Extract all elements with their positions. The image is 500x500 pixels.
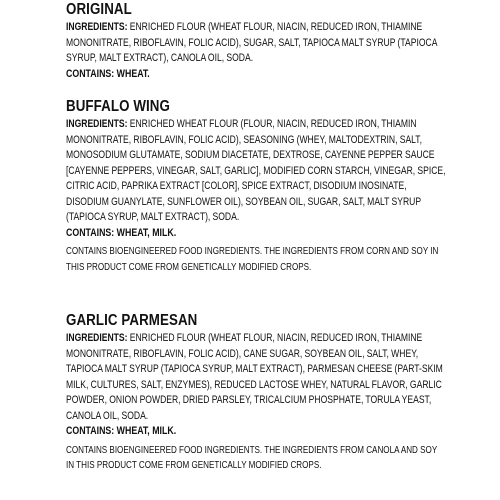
bioengineered-note-garlic-parmesan: CONTAINS BIOENGINEERED FOOD INGREDIENTS. THE INGREDIENTS FROM CANOLA AND SOY IN THIS PRODUCT COME FROM GENETICALLY MODIFIED CROPS.: [66, 443, 438, 471]
section-title-buffalo-wing: BUFFALO WING: [66, 98, 170, 115]
section-title-original: ORIGINAL: [66, 1, 132, 18]
ingredients-document: [66, 0, 446, 500]
section-original: [66, 0, 446, 82]
bioengineered-note-buffalo-wing: CONTAINS BIOENGINEERED FOOD INGREDIENTS. THE INGREDIENTS FROM CORN AND SOY IN THIS PRODUCT COME FROM GENETICALLY MODIFIED CROPS.: [66, 245, 439, 273]
ingredients-text-buffalo-wing: ENRICHED WHEAT FLOUR (FLOUR, NIACIN, REDUCED IRON, THIAMIN MONONITRATE, RIBOFLAVIN, FOLIC ACID), SEASONING (WHEY, MALTODEXTRIN, SALT, MONOSODIUM GLUTAMATE, SODIUM DIACETATE, DEXTROSE, CAYENNE PEPPER SAUCE [CAYENNE PEPPERS, VINEGAR, SALT, GARLIC], MODIFIED CORN STARCH, VINEGAR, SPICE, CITRIC ACID, PAPRIKA EXTRACT [COLOR], SPICE EXTRACT, DISODIUM INOSINATE, DISODIUM GUANYLATE, SUNFLOWER OIL), SOYBEAN OIL, SUGAR, SALT, MALT SYRUP (TAPIOCA SYRUP, MALT EXTRACT), SODA.: [66, 118, 446, 223]
ingredients-label: INGREDIENTS:: [66, 332, 128, 344]
ingredients-paragraph-garlic-parmesan: [66, 331, 446, 424]
ingredients-paragraph-original: [66, 20, 446, 67]
section-garlic-parmesan: [66, 311, 446, 474]
section-buffalo-wing: [66, 97, 446, 275]
ingredients-paragraph-buffalo-wing: [66, 117, 446, 226]
section-title-garlic-parmesan: GARLIC PARMESAN: [66, 312, 198, 329]
allergen-statement-garlic-parmesan: CONTAINS: WHEAT, MILK.: [66, 425, 177, 437]
ingredients-label: INGREDIENTS:: [66, 118, 128, 130]
allergen-statement-buffalo-wing: CONTAINS: WHEAT, MILK.: [66, 226, 177, 239]
ingredients-text-original: ENRICHED FLOUR (WHEAT FLOUR, NIACIN, REDUCED IRON, THIAMINE MONONITRATE, RIBOFLAVIN, FOLIC ACID), SUGAR, SALT, TAPIOCA MALT SYRUP (TAPIOCA SYRUP, MALT EXTRACT), CANOLA OIL, SODA.: [66, 21, 437, 64]
allergen-statement-original: CONTAINS: WHEAT.: [66, 67, 150, 80]
ingredients-text-garlic-parmesan: ENRICHED FLOUR (WHEAT FLOUR, NIACIN, REDUCED IRON, THIAMINE MONONITRATE, RIBOFLAVIN, FOLIC ACID), CANE SUGAR, SOYBEAN OIL, SALT, WHEY, TAPIOCA MALT SYRUP (TAPIOCA SYRUP, MALT EXTRACT), PARMESAN CHEESE (PART-SKIM MILK, CULTURES, SALT, ENZYMES), REDUCED LACTOSE WHEY, NATURAL FLAVOR, GARLIC POWDER, ONION POWDER, DRIED PARSLEY, TRICALCIUM PHOSPHATE, TORULA YEAST, CANOLA OIL, SODA.: [66, 332, 443, 422]
ingredients-label: INGREDIENTS:: [66, 21, 128, 33]
